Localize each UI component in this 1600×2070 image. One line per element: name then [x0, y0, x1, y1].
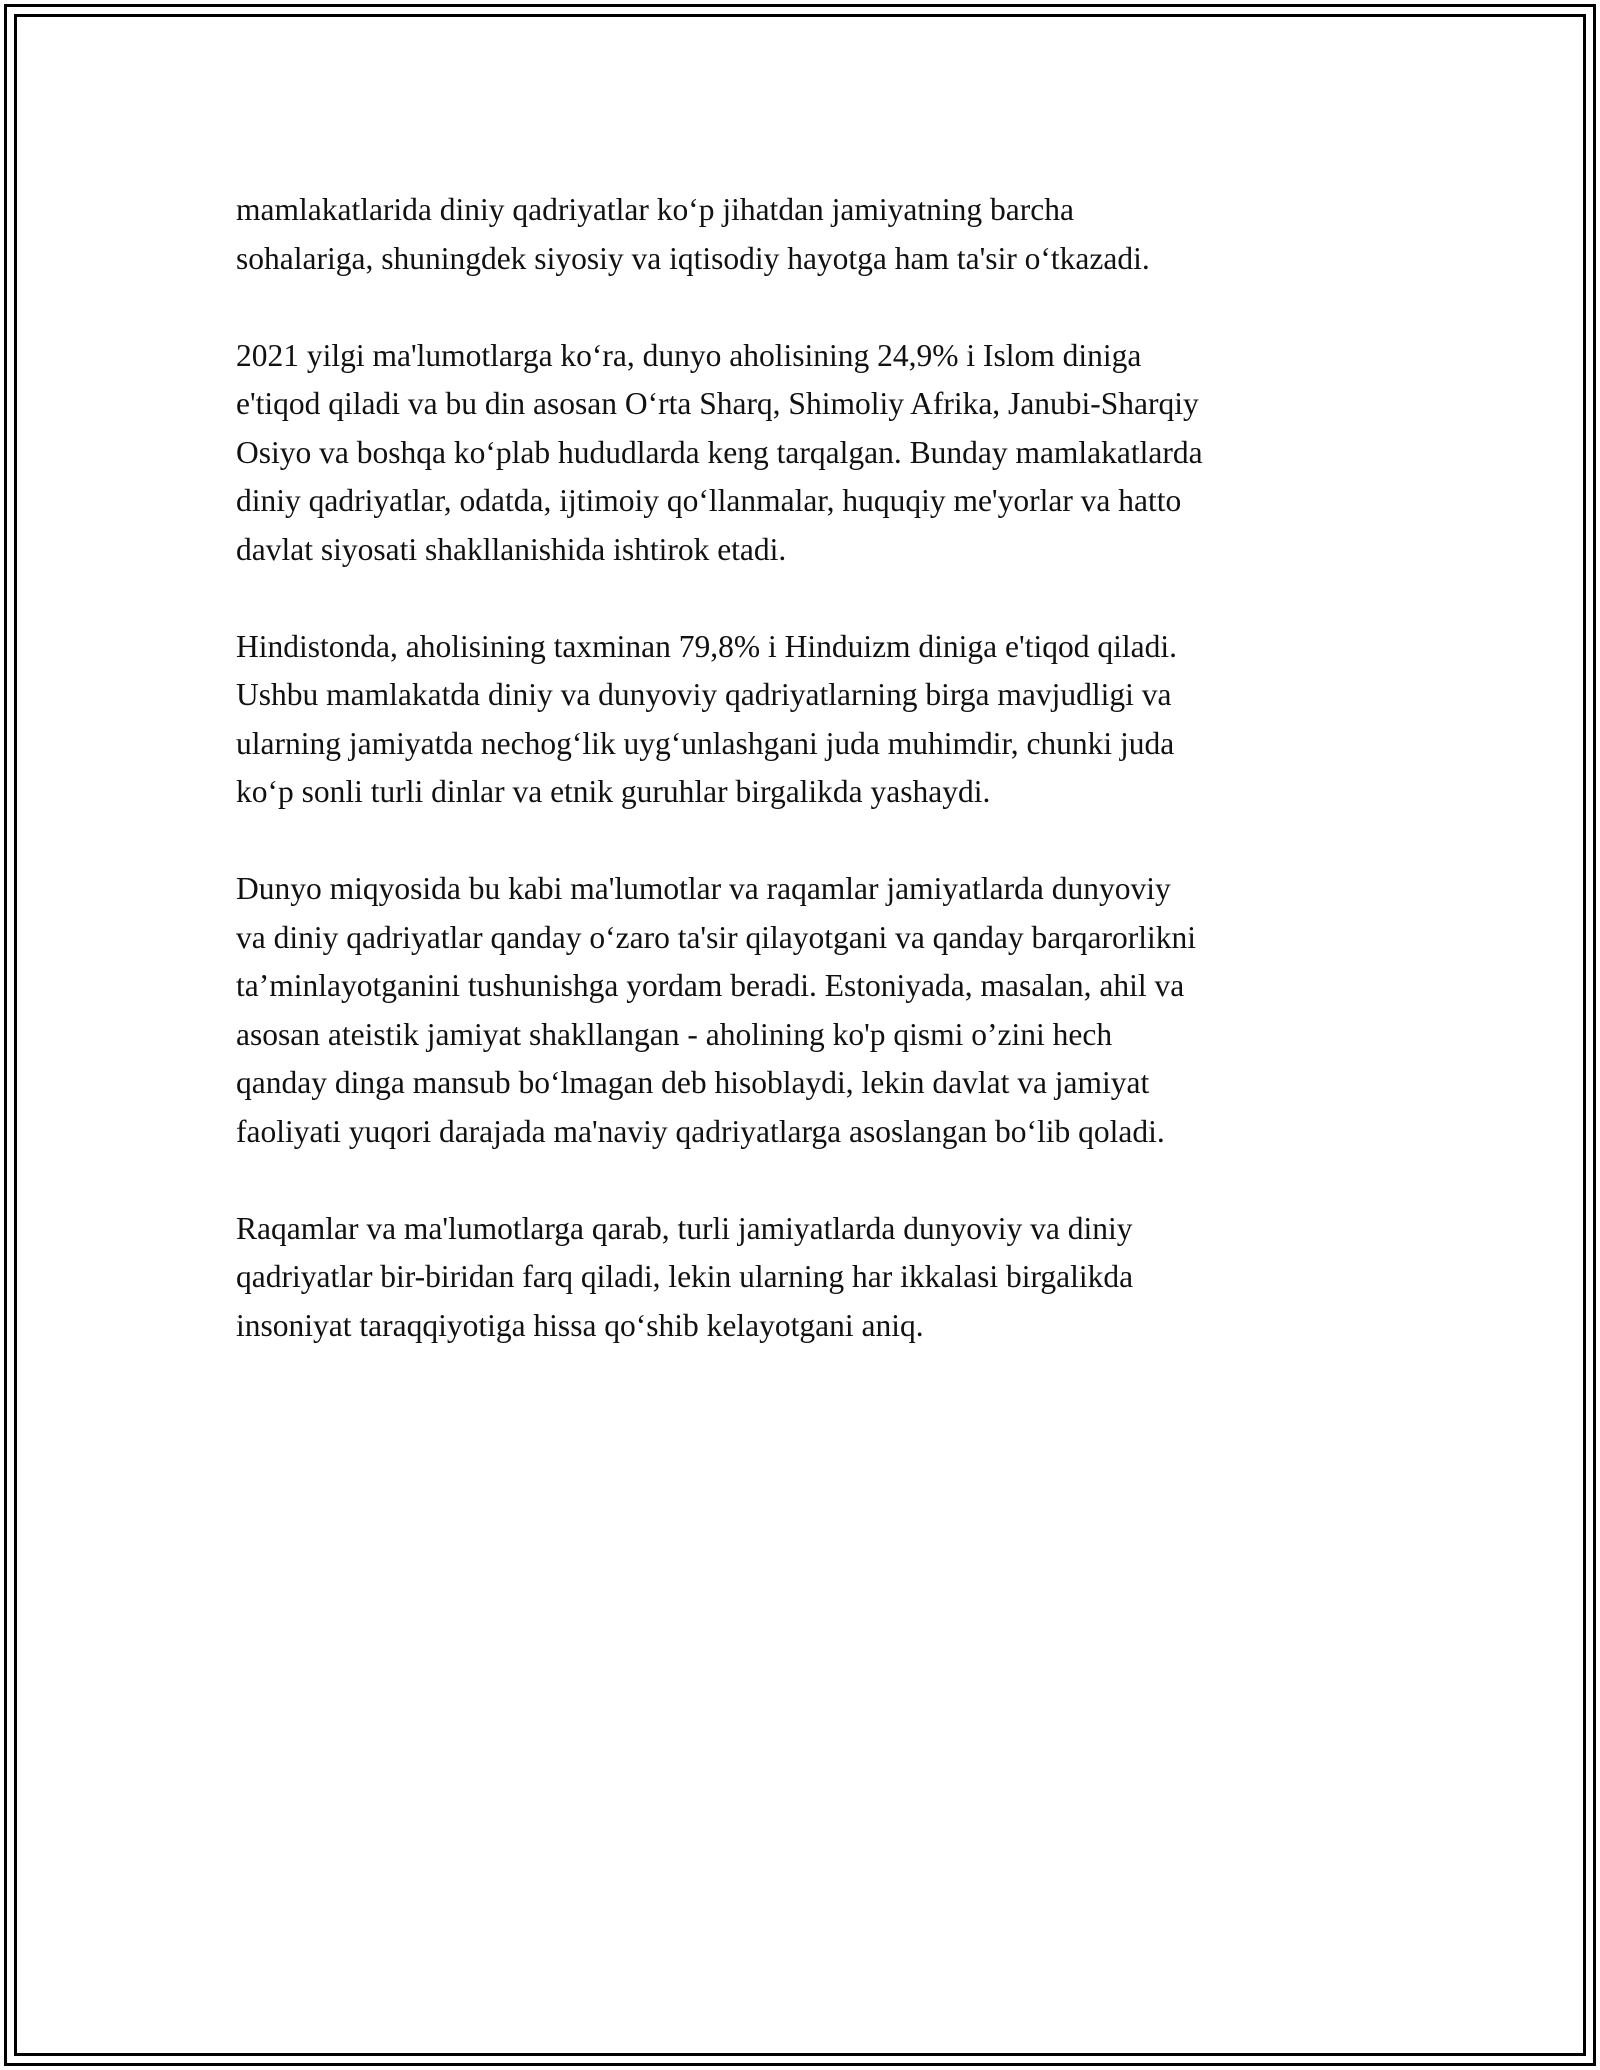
paragraph-2: 2021 yilgi ma'lumotlarga ko‘ra, dunyo aholisining 24,9% i Islom diniga e'tiqod qiladi va bu din asosan O‘rta Sharq, Shimoliy Afrika, Janubi-Sharqiy Osiyo va boshqa ko‘plab hududlarda keng tarqalgan. Bunday mamlakatlarda diniy qadriyatlar, odatda, ijtimoiy qo‘llanmalar, huquqiy me'yorlar va hatto davlat siyosati shakllanishida ishtirok etadi. — [236, 337, 1203, 567]
paragraph-4: Dunyo miqyosida bu kabi ma'lumotlar va raqamlar jamiyatlarda dunyoviy va diniy qadriyatlar qanday o‘zaro ta'sir qilayotgani va qanday barqarorlikni ta’minlayotganini tushunishga yordam beradi. Estoniyada, masalan, ahil va asosan ateistik jamiyat shakllangan - aholining ko'p qismi o’zini hech qanday dinga mansub bo‘lmagan deb hisoblaydi, lekin davlat va jamiyat faoliyati yuqori darajada ma'naviy qadriyatlarga asoslangan bo‘lib qoladi. — [236, 871, 1196, 1149]
paragraph-3: Hindistonda, aholisining taxminan 79,8% i Hinduizm diniga e'tiqod qiladi. Ushbu mamlakatda diniy va dunyoviy qadriyatlarning birga mavjudligi va ularning jamiyatda nechog‘lik uyg‘unlashgani juda muhimdir, chunki juda ko‘p sonli turli dinlar va etnik guruhlar birgalikda yashaydi. — [236, 628, 1177, 809]
paragraph-5: Raqamlar va ma'lumotlarga qarab, turli jamiyatlarda dunyoviy va diniy qadriyatlar bir-biridan farq qiladi, lekin ularning har ikkalasi birgalikda insoniyat taraqqiyotiga hissa qo‘shib kelayotgani aniq. — [236, 1210, 1134, 1343]
document-body — [236, 186, 1376, 1399]
paragraph-1: mamlakatlarida diniy qadriyatlar ko‘p jihatdan jamiyatning barcha sohalariga, shuningdek siyosiy va iqtisodiy hayotga ham ta'sir o‘tkazadi. — [236, 192, 1150, 276]
